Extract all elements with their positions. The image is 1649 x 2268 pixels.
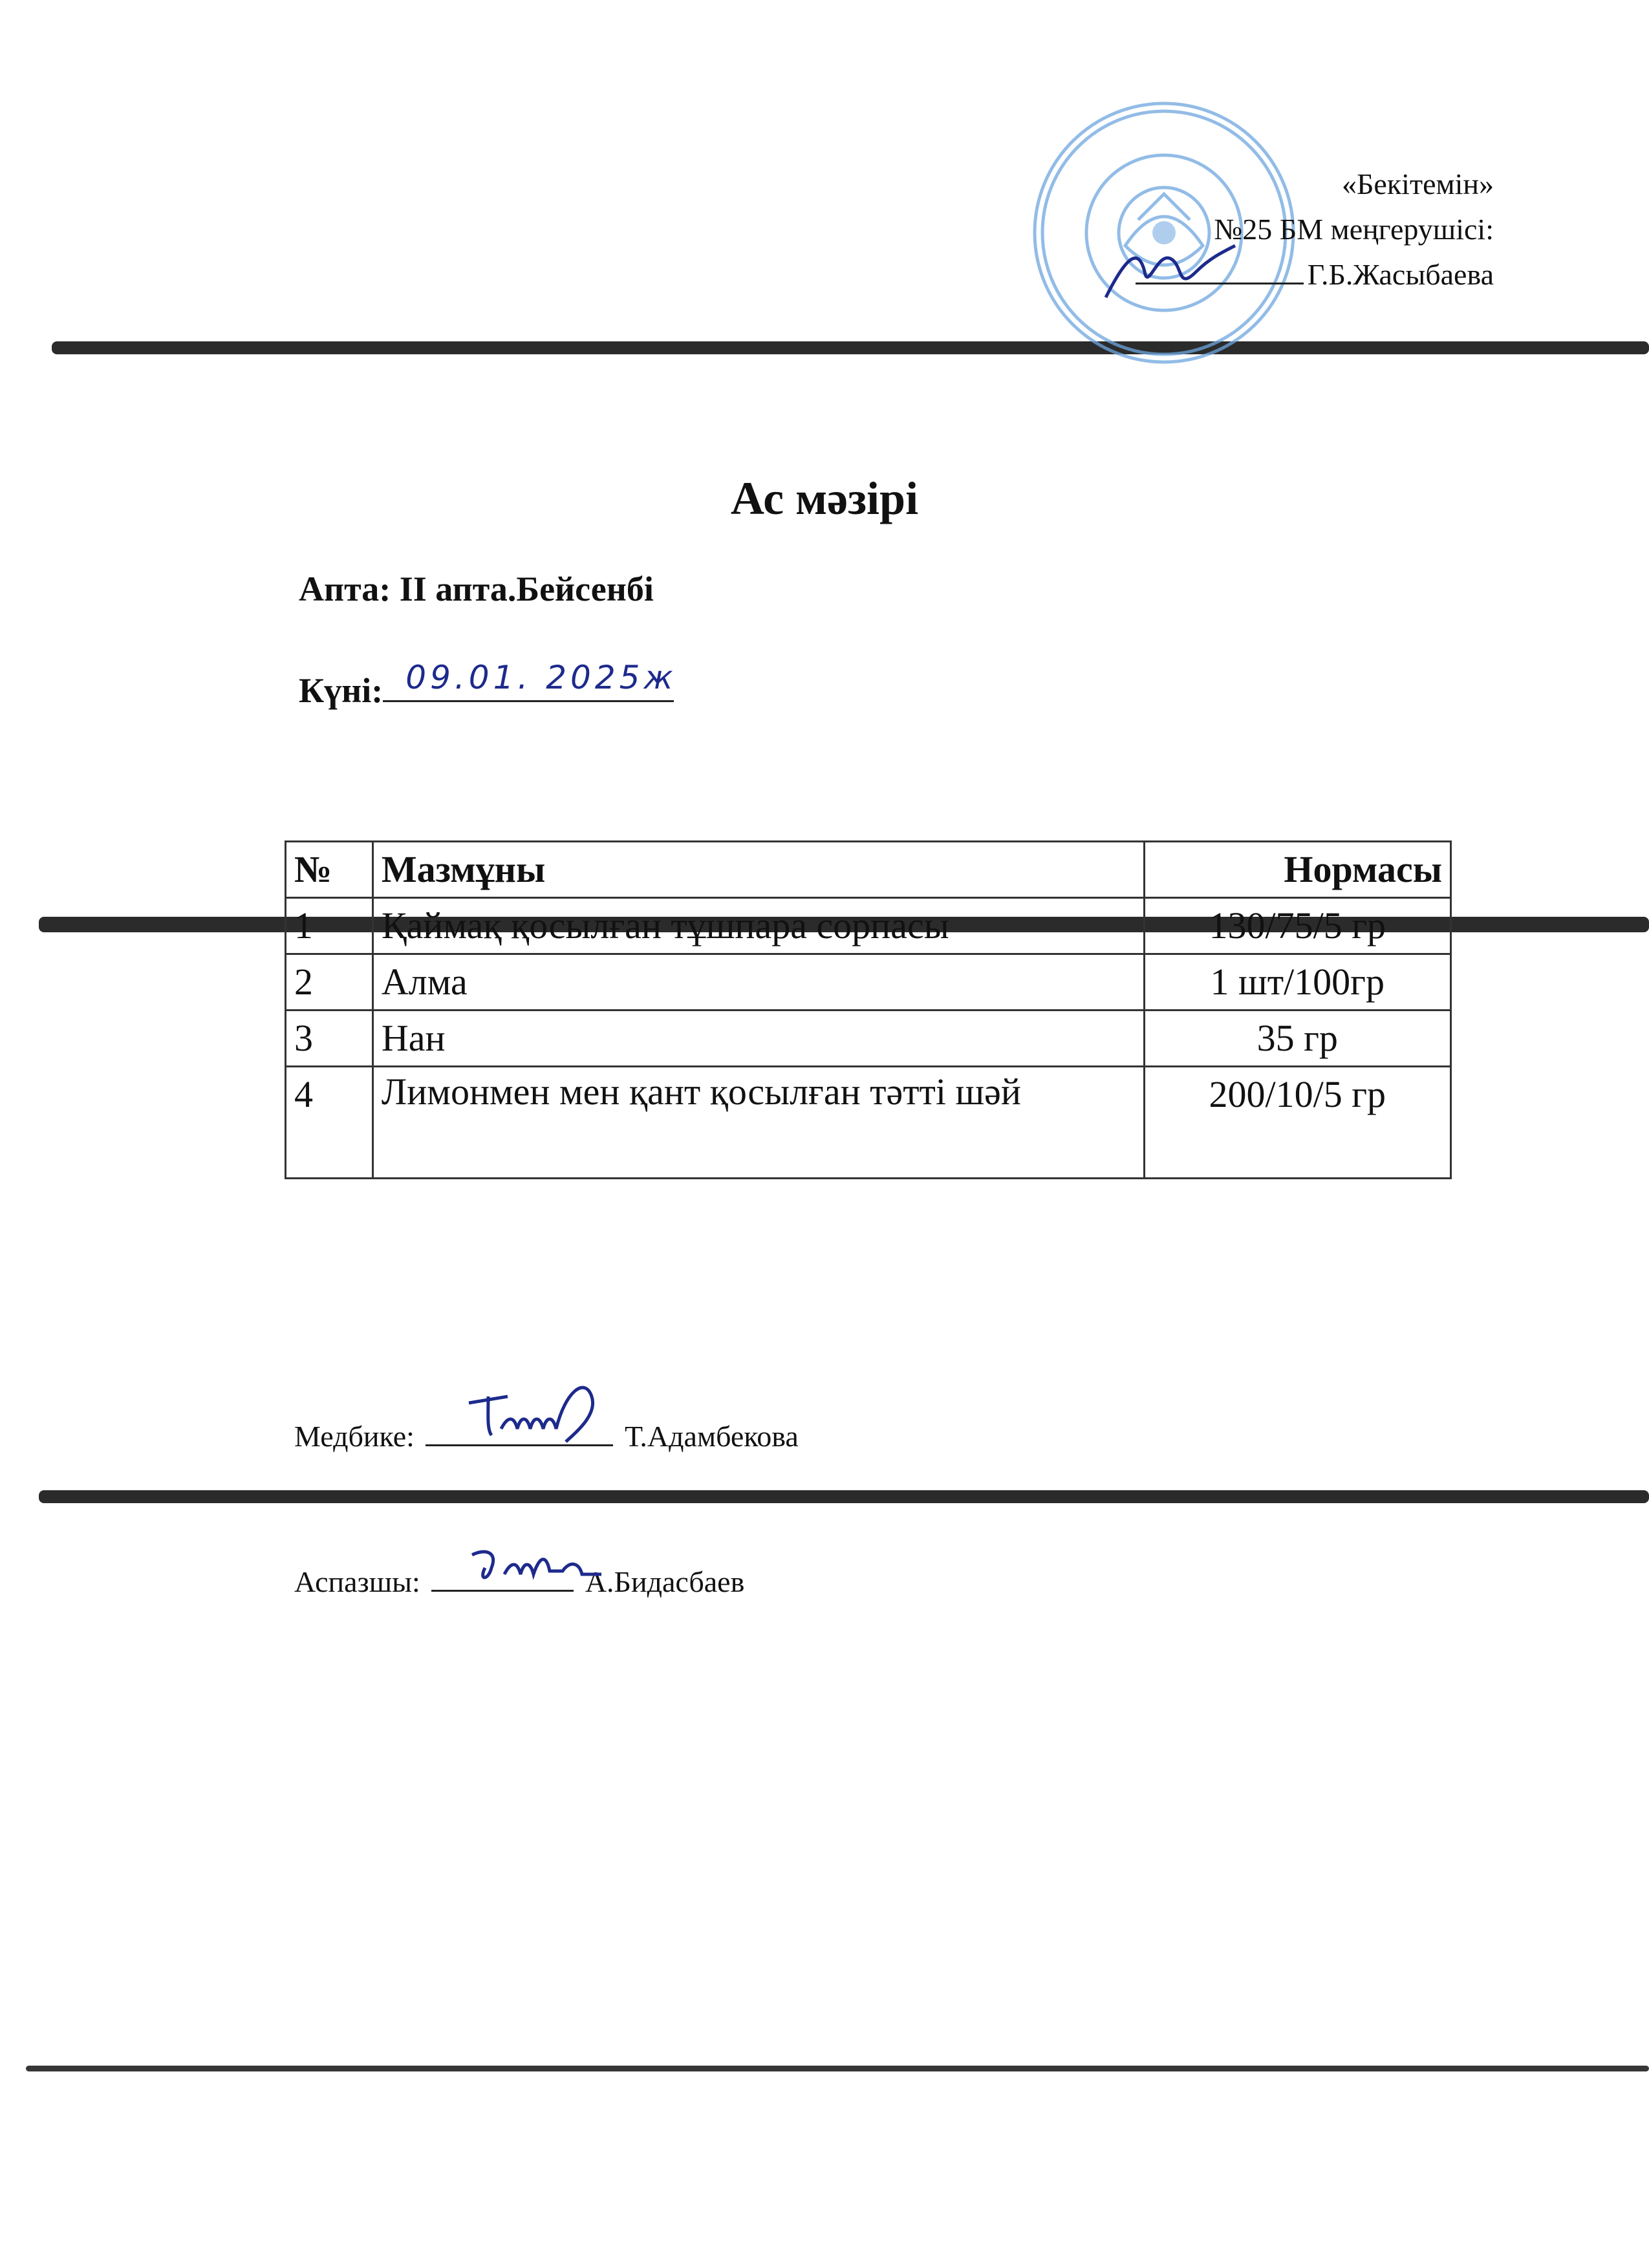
- row-number: 1: [286, 898, 373, 954]
- row-content: Нан: [372, 1011, 1144, 1067]
- row-content: Алма: [372, 954, 1144, 1011]
- scan-streak: [39, 1490, 1649, 1503]
- row-norm: 35 гр: [1144, 1011, 1451, 1067]
- row-number: 2: [286, 954, 373, 1011]
- approval-heading: «Бекітемін»: [1342, 167, 1494, 200]
- date-label: Күні:: [299, 671, 383, 710]
- scan-streak: [52, 341, 1649, 354]
- table-row: [286, 898, 1451, 954]
- nurse-label: Медбике:: [294, 1420, 415, 1453]
- table-header-row: [286, 842, 1451, 898]
- table-row: [286, 1067, 1451, 1179]
- table-row: [286, 1011, 1451, 1067]
- row-norm: 130/75/5 гр: [1144, 898, 1451, 954]
- header-norm: Нормасы: [1144, 842, 1451, 898]
- header-number: №: [286, 842, 373, 898]
- row-content: Лимонмен мен қант қосылған тәтті шәй: [372, 1067, 1144, 1179]
- nurse-signature: [462, 1377, 618, 1455]
- date-value: 09.01. 2025ж: [405, 659, 677, 696]
- approval-name: Г.Б.Жасыбаева: [1307, 258, 1494, 291]
- cook-signature: [466, 1542, 608, 1600]
- scan-streak: [26, 2066, 1649, 2071]
- approval-position: №25 БМ меңгерушісі:: [1214, 213, 1494, 246]
- nurse-name: Т.Адамбекова: [624, 1420, 799, 1453]
- page-title: Ас мәзірі: [730, 473, 919, 524]
- cook-name: А.Бидасбаев: [585, 1565, 745, 1598]
- week-line: Апта: II апта.Бейсенбі: [299, 570, 654, 608]
- row-content: Қаймақ қосылған тұшпара сорпасы: [372, 898, 1144, 954]
- date-line: [299, 659, 677, 711]
- menu-table: [285, 840, 1452, 1179]
- row-norm: 200/10/5 гр: [1144, 1067, 1451, 1179]
- table-row: [286, 954, 1451, 1011]
- row-number: 3: [286, 1011, 373, 1067]
- approval-signature-row: [996, 252, 1494, 297]
- director-signature: [1099, 233, 1242, 310]
- row-number: 4: [286, 1067, 373, 1179]
- date-field: [383, 659, 677, 702]
- cook-label: Аспазшы:: [294, 1565, 420, 1598]
- header-content: Мазмұны: [372, 842, 1144, 898]
- approval-block: [996, 162, 1494, 297]
- row-norm: 1 шт/100гр: [1144, 954, 1451, 1011]
